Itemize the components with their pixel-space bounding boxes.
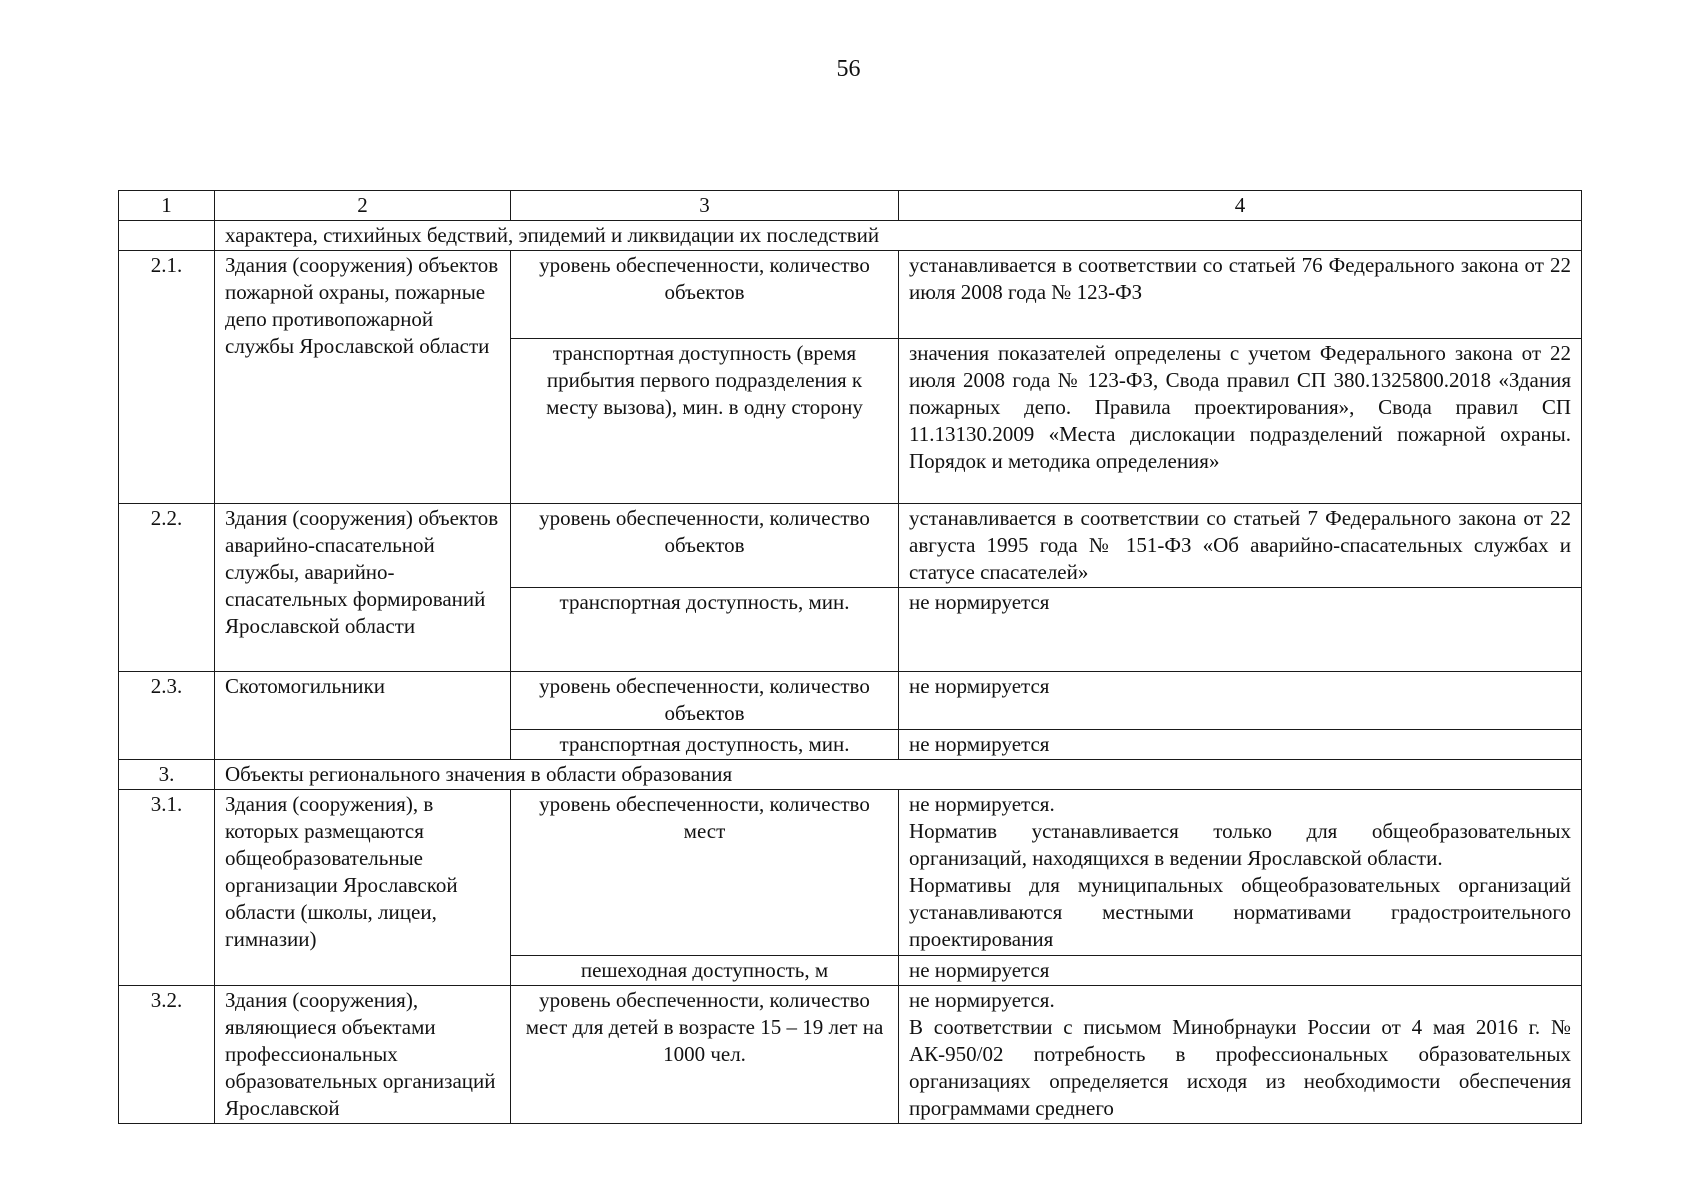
indicator-value-line: Нормативы для муниципальных общеобразовательных организаций устанавливаются местными нормативами градостроительного проектирования xyxy=(909,873,1571,951)
object-name: Скотомогильники xyxy=(215,672,511,760)
continuation-num-cell xyxy=(119,221,215,251)
indicator-value: не нормируется xyxy=(899,956,1582,986)
section-row xyxy=(119,760,1582,790)
object-name: Здания (сооружения) объектов пожарной охраны, пожарные депо противопожарной службы Ярославской области xyxy=(215,251,511,504)
indicator-name: транспортная доступность, мин. xyxy=(511,588,899,672)
row-number: 2.2. xyxy=(119,504,215,672)
indicator-value-line: Норматив устанавливается только для общеобразовательных организаций, находящихся в ведении Ярославской области. xyxy=(909,819,1571,870)
table-row xyxy=(119,986,1582,1124)
indicator-value-line: В соответствии с письмом Минобрнауки России от 4 мая 2016 г. № АК-950/02 потребность в профессиональных образовательных организациях определяется исходя из необходимости обеспечения программами среднего xyxy=(909,1015,1571,1120)
table-row xyxy=(119,672,1582,730)
indicator-value: значения показателей определены с учетом Федерального закона от 22 июля 2008 года № 123-ФЗ, Свода правил СП 380.1325800.2018 «Здания пожарных депо. Правила проектирования», Свода правил СП 11.13130.2009 «Места дислокации подразделений пожарной охраны. Порядок и методика определения» xyxy=(899,339,1582,504)
section-number: 3. xyxy=(119,760,215,790)
indicator-value: не нормируется xyxy=(899,730,1582,760)
indicator-name: уровень обеспеченности, количество мест для детей в возрасте 15 – 19 лет на 1000 чел. xyxy=(511,986,899,1124)
continuation-text: характера, стихийных бедствий, эпидемий и ликвидации их последствий xyxy=(215,221,1582,251)
row-number: 2.3. xyxy=(119,672,215,760)
continuation-row xyxy=(119,221,1582,251)
section-title: Объекты регионального значения в области образования xyxy=(215,760,1582,790)
indicator-value xyxy=(899,986,1582,1124)
object-name: Здания (сооружения), являющиеся объектами профессиональных образовательных организаций Ярославской xyxy=(215,986,511,1124)
indicator-name: транспортная доступность, мин. xyxy=(511,730,899,760)
indicator-value: не нормируется xyxy=(899,588,1582,672)
indicator-value: не нормируется xyxy=(899,672,1582,730)
indicator-name: пешеходная доступность, м xyxy=(511,956,899,986)
indicator-value: устанавливается в соответствии со статьей 76 Федерального закона от 22 июля 2008 года № 123-ФЗ xyxy=(899,251,1582,339)
indicator-value: устанавливается в соответствии со статьей 7 Федерального закона от 22 августа 1995 года № 151-ФЗ «Об аварийно-спасательных службах и статусе спасателей» xyxy=(899,504,1582,588)
indicator-name: транспортная доступность (время прибытия первого подразделения к месту вызова), мин. в одну сторону xyxy=(511,339,899,504)
col-header-4: 4 xyxy=(899,191,1582,221)
indicator-name: уровень обеспеченности, количество объектов xyxy=(511,504,899,588)
row-number: 3.1. xyxy=(119,790,215,986)
indicator-name: уровень обеспеченности, количество мест xyxy=(511,790,899,956)
indicator-name: уровень обеспеченности, количество объектов xyxy=(511,251,899,339)
row-number: 3.2. xyxy=(119,986,215,1124)
table-row xyxy=(119,790,1582,956)
indicator-value-line: не нормируется. xyxy=(909,988,1055,1012)
object-name: Здания (сооружения), в которых размещаются общеобразовательные организации Ярославской области (школы, лицеи, гимназии) xyxy=(215,790,511,986)
standards-table xyxy=(118,190,1582,1124)
table-row xyxy=(119,504,1582,588)
header-row xyxy=(119,191,1582,221)
row-number: 2.1. xyxy=(119,251,215,504)
col-header-3: 3 xyxy=(511,191,899,221)
col-header-1: 1 xyxy=(119,191,215,221)
page-number: 56 xyxy=(836,56,861,82)
indicator-value-line: не нормируется. xyxy=(909,792,1055,816)
object-name: Здания (сооружения) объектов аварийно-спасательной службы, аварийно-спасательных формирований Ярославской области xyxy=(215,504,511,672)
indicator-value xyxy=(899,790,1582,956)
table-row xyxy=(119,251,1582,339)
indicator-name: уровень обеспеченности, количество объектов xyxy=(511,672,899,730)
col-header-2: 2 xyxy=(215,191,511,221)
